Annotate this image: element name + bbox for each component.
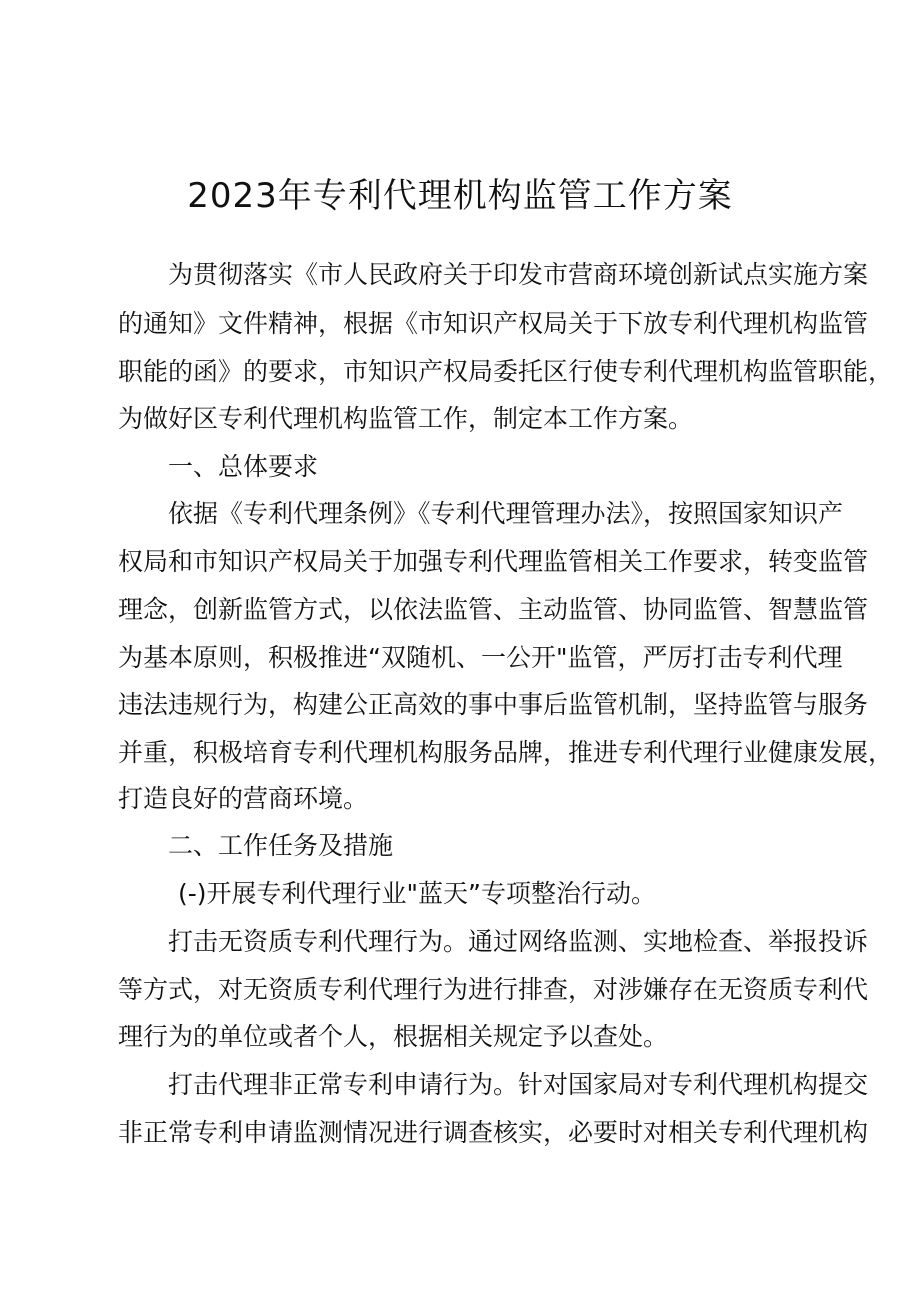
paragraph-line: 违法违规行为，构建公正高效的事中事后监管机制，坚持监管与服务 xyxy=(118,690,869,719)
paragraph-line: 打造良好的营商环境。 xyxy=(118,784,369,813)
paragraph-line: 打击代理非正常专利申请行为。针对国家局对专利代理机构提交 xyxy=(168,1070,869,1099)
paragraph-line: 理行为的单位或者个人，根据相关规定予以查处。 xyxy=(118,1022,669,1051)
paragraph-line: 依据《专利代理条例》《专利代理管理办法》，按照国家知识产 xyxy=(168,499,844,528)
paragraph-line: 打击无资质专利代理行为。通过网络监测、实地检查、举报投诉 xyxy=(168,927,869,956)
document-title: 2023年专利代理机构监管工作方案 xyxy=(187,176,733,216)
paragraph-line: 理念，创新监管方式，以依法监管、主动监管、协同监管、智慧监管 xyxy=(118,595,869,624)
section-heading: 二、工作任务及措施 xyxy=(168,831,394,860)
paragraph-line: 为基本原则，积极推进“双随机、一公开"监管，严厉打击专利代理 xyxy=(118,643,843,672)
paragraph-line: 为做好区专利代理机构监管工作，制定本工作方案。 xyxy=(118,404,694,433)
section-heading: 一、总体要求 xyxy=(168,452,319,481)
paragraph-line: 权局和市知识产权局关于加强专利代理监管相关工作要求，转变监管 xyxy=(118,547,869,576)
paragraph-line: 并重，积极培育专利代理机构服务品牌，推进专利代理行业健康发展， xyxy=(118,738,894,767)
paragraph-line: 职能的函》的要求，市知识产权局委托区行使专利代理机构监管职能， xyxy=(118,357,894,386)
subsection-heading: (-)开展专利代理行业"蓝天”专项整治行动。 xyxy=(178,879,656,908)
paragraph-line: 等方式，对无资质专利代理行为进行排查，对涉嫌存在无资质专利代 xyxy=(118,975,869,1004)
paragraph-line: 非正常专利申请监测情况进行调查核实，必要时对相关专利代理机构 xyxy=(118,1118,869,1147)
paragraph-line: 的通知》文件精神，根据《市知识产权局关于下放专利代理机构监管 xyxy=(118,309,869,338)
paragraph-line: 为贯彻落实《市人民政府关于印发市营商环境创新试点实施方案 xyxy=(168,260,869,289)
